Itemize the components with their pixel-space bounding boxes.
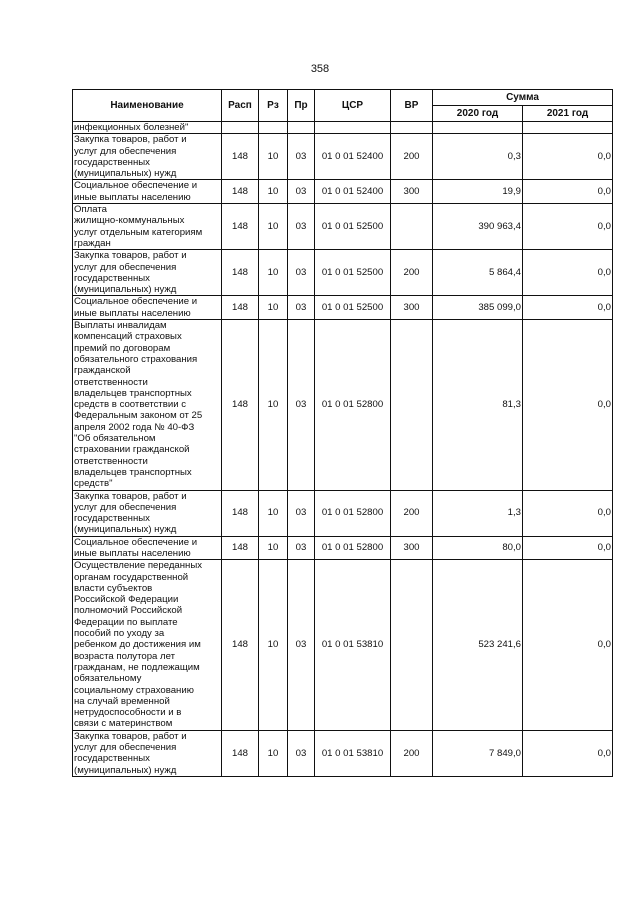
cell-name (73, 490, 222, 536)
page-number: 358 (310, 63, 330, 75)
name-line: власти субъектов (74, 582, 153, 594)
name-line: обязательного страхования (74, 353, 198, 365)
table-row (73, 122, 613, 134)
name-line: компенсаций страховых (74, 331, 182, 343)
cell-2021: 0,0 (523, 536, 613, 560)
table-body (73, 122, 613, 777)
cell-vr: 200 (391, 730, 433, 776)
cell-pr (288, 122, 315, 134)
name-line: иные выплаты населению (74, 191, 191, 203)
cell-rz: 10 (259, 730, 288, 776)
name-line: социальному страхованию (74, 684, 194, 696)
cell-rasp: 148 (222, 536, 259, 560)
cell-2020: 7 849,0 (433, 730, 523, 776)
name-line: ответственности (74, 376, 148, 388)
col-header-2021: 2021 год (523, 106, 613, 122)
cell-pr: 03 (288, 730, 315, 776)
cell-vr: 300 (391, 180, 433, 204)
cell-csr: 01 0 01 52800 (315, 320, 391, 490)
cell-rz: 10 (259, 296, 288, 320)
cell-rasp: 148 (222, 204, 259, 250)
cell-2021: 0,0 (523, 730, 613, 776)
cell-name (73, 730, 222, 776)
name-line: услуг для обеспечения (74, 261, 177, 273)
cell-vr (391, 122, 433, 134)
cell-rz: 10 (259, 560, 288, 730)
name-line: услуг для обеспечения (74, 742, 177, 754)
cell-pr: 03 (288, 536, 315, 560)
name-line: Закупка товаров, работ и (74, 490, 187, 502)
cell-rasp: 148 (222, 730, 259, 776)
name-line: Осуществление переданных (74, 560, 203, 572)
name-line: "Об обязательном (74, 433, 156, 445)
cell-name (73, 320, 222, 490)
cell-pr: 03 (288, 296, 315, 320)
cell-2021: 0,0 (523, 296, 613, 320)
col-header-pr: Пр (288, 90, 315, 122)
name-line: апреля 2002 года № 40-ФЗ (74, 421, 195, 433)
name-line: органам государственной (74, 571, 189, 583)
cell-name (73, 134, 222, 180)
cell-pr: 03 (288, 490, 315, 536)
cell-rz: 10 (259, 204, 288, 250)
cell-csr: 01 0 01 52500 (315, 250, 391, 296)
cell-vr: 300 (391, 536, 433, 560)
cell-rasp: 148 (222, 250, 259, 296)
cell-rasp: 148 (222, 320, 259, 490)
col-header-rz: Рз (259, 90, 288, 122)
name-line: владельцев транспортных (74, 387, 192, 399)
cell-rz: 10 (259, 490, 288, 536)
cell-2021: 0,0 (523, 180, 613, 204)
cell-2021: 0,0 (523, 204, 613, 250)
name-line: Закупка товаров, работ и (74, 250, 187, 262)
cell-csr: 01 0 01 52500 (315, 296, 391, 320)
budget-table (72, 89, 613, 777)
cell-2020: 523 241,6 (433, 560, 523, 730)
name-line: Российской Федерации (74, 594, 179, 606)
cell-csr: 01 0 01 52400 (315, 134, 391, 180)
cell-vr: 200 (391, 134, 433, 180)
name-line: связи с материнством (74, 718, 173, 730)
name-line: услуг для обеспечения (74, 501, 177, 513)
cell-csr (315, 122, 391, 134)
name-line: ответственности (74, 455, 148, 467)
cell-rasp: 148 (222, 296, 259, 320)
cell-rz: 10 (259, 250, 288, 296)
cell-rasp: 148 (222, 134, 259, 180)
cell-name (73, 536, 222, 560)
name-line: (муниципальных) нужд (74, 764, 177, 776)
table-row (73, 250, 613, 296)
name-line: средств в соответствии с (74, 399, 187, 411)
name-line: нетрудоспособности и в (74, 707, 182, 719)
col-header-sum: Сумма (433, 90, 613, 106)
name-line: услуг для обеспечения (74, 145, 177, 157)
cell-vr (391, 204, 433, 250)
cell-2020: 80,0 (433, 536, 523, 560)
cell-2021: 0,0 (523, 134, 613, 180)
cell-csr: 01 0 01 52500 (315, 204, 391, 250)
cell-2021: 0,0 (523, 250, 613, 296)
cell-rz: 10 (259, 134, 288, 180)
cell-name (73, 250, 222, 296)
name-line: граждан (74, 237, 111, 249)
cell-vr: 200 (391, 490, 433, 536)
name-line: гражданской (74, 365, 131, 377)
cell-vr: 200 (391, 250, 433, 296)
col-header-vr: ВР (391, 90, 433, 122)
name-line: услуг отдельным категориям (74, 226, 203, 238)
table-row (73, 204, 613, 250)
cell-rz: 10 (259, 320, 288, 490)
cell-pr: 03 (288, 134, 315, 180)
name-line: (муниципальных) нужд (74, 284, 177, 296)
name-line: полномочий Российской (74, 605, 183, 617)
cell-2021: 0,0 (523, 560, 613, 730)
cell-2021: 0,0 (523, 490, 613, 536)
cell-rz (259, 122, 288, 134)
cell-pr: 03 (288, 180, 315, 204)
name-line: Социальное обеспечение и (74, 296, 198, 308)
name-line: возраста полутора лет (74, 650, 176, 662)
cell-2021 (523, 122, 613, 134)
name-line: владельцев транспортных (74, 466, 192, 478)
table-row (73, 536, 613, 560)
name-line: (муниципальных) нужд (74, 168, 177, 180)
name-line: обязательному (74, 673, 142, 685)
cell-pr: 03 (288, 320, 315, 490)
name-line: Социальное обеспечение и (74, 180, 198, 192)
name-line: государственных (74, 513, 150, 525)
name-line: Федеральным законом от 25 (74, 410, 203, 422)
name-line: Социальное обеспечение и (74, 536, 198, 548)
col-header-2020: 2020 год (433, 106, 523, 122)
cell-rasp: 148 (222, 560, 259, 730)
cell-2021: 0,0 (523, 320, 613, 490)
col-header-csr: ЦСР (315, 90, 391, 122)
cell-2020 (433, 122, 523, 134)
cell-rz: 10 (259, 536, 288, 560)
name-line: Федерации по выплате (74, 616, 178, 628)
name-line: инфекционных болезней" (74, 122, 189, 133)
table-row (73, 180, 613, 204)
cell-csr: 01 0 01 53810 (315, 560, 391, 730)
cell-name (73, 560, 222, 730)
cell-csr: 01 0 01 52800 (315, 490, 391, 536)
name-line: Оплата (74, 204, 108, 216)
cell-name (73, 122, 222, 134)
col-header-name: Наименование (73, 90, 222, 122)
cell-pr: 03 (288, 204, 315, 250)
cell-2020: 385 099,0 (433, 296, 523, 320)
name-line: иные выплаты населению (74, 307, 191, 319)
table-row (73, 296, 613, 320)
name-line: пособий по уходу за (74, 628, 165, 640)
table-row (73, 560, 613, 730)
name-line: (муниципальных) нужд (74, 524, 177, 536)
cell-2020: 390 963,4 (433, 204, 523, 250)
cell-2020: 81,3 (433, 320, 523, 490)
name-line: иные выплаты населению (74, 547, 191, 559)
cell-csr: 01 0 01 53810 (315, 730, 391, 776)
name-line: страховании гражданской (74, 444, 190, 456)
name-line: жилищно-коммунальных (74, 215, 185, 227)
name-line: Закупка товаров, работ и (74, 730, 187, 742)
cell-2020: 1,3 (433, 490, 523, 536)
cell-2020: 19,9 (433, 180, 523, 204)
cell-rasp: 148 (222, 180, 259, 204)
cell-vr (391, 320, 433, 490)
name-line: гражданам, не подлежащим (74, 661, 200, 673)
table-row (73, 490, 613, 536)
cell-rasp: 148 (222, 490, 259, 536)
name-line: средств" (74, 478, 113, 490)
name-line: Закупка товаров, работ и (74, 134, 187, 146)
table-row (73, 134, 613, 180)
cell-name (73, 204, 222, 250)
cell-2020: 5 864,4 (433, 250, 523, 296)
name-line: государственных (74, 156, 150, 168)
cell-name (73, 296, 222, 320)
col-header-rasp: Расп (222, 90, 259, 122)
cell-vr: 300 (391, 296, 433, 320)
cell-csr: 01 0 01 52800 (315, 536, 391, 560)
cell-rz: 10 (259, 180, 288, 204)
name-line: ребенком до достижения им (74, 639, 201, 651)
name-line: государственных (74, 753, 150, 765)
cell-pr: 03 (288, 560, 315, 730)
cell-csr: 01 0 01 52400 (315, 180, 391, 204)
table-row (73, 730, 613, 776)
cell-pr: 03 (288, 250, 315, 296)
name-line: премий по договорам (74, 342, 171, 354)
name-line: Выплаты инвалидам (74, 320, 167, 332)
name-line: на случай временной (74, 695, 170, 707)
name-line: государственных (74, 272, 150, 284)
cell-rasp (222, 122, 259, 134)
cell-name (73, 180, 222, 204)
cell-vr (391, 560, 433, 730)
cell-2020: 0,3 (433, 134, 523, 180)
table-row (73, 320, 613, 490)
